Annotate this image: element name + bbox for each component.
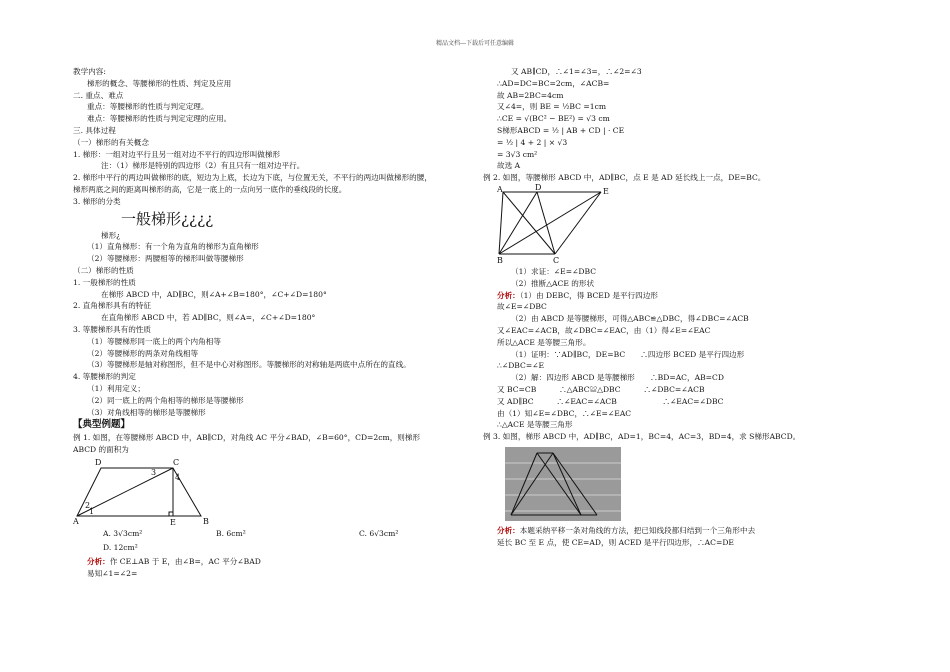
label-b: B (497, 255, 503, 265)
text-line: ∴∠DBC=∠E (497, 361, 545, 371)
math-line: ∴CE = √(BC² − BE²) = √3 cm (497, 114, 610, 124)
text-line: 4. 等腰梯形的判定 (73, 372, 136, 382)
label-a: A (497, 184, 503, 194)
text-line: 易知∠1=∠2= (87, 568, 138, 578)
angle-4: 4 (175, 472, 181, 482)
right-column (483, 66, 917, 549)
text-line: 在直角梯形 ABCD 中，若 AD∥BC，则∠A=，∠C+∠D=180° (101, 313, 316, 323)
text-line: 在梯形 ABCD 中，AD∥BC，则∠A+∠B=180°，∠C+∠D=180° (101, 289, 327, 299)
label-e: E (170, 517, 176, 526)
text-line: 3. 等腰梯形具有的性质 (73, 324, 152, 334)
trapezoid-figure-2 (497, 184, 627, 266)
text-line: 延长 BC 至 E 点，使 CE=AD，则 ACED 是平行四边形，∴AC=DE (497, 537, 734, 547)
text-line: 故∠E=∠DBC (497, 302, 547, 312)
angle-2: 2 (85, 500, 91, 510)
text-line: 又 AD∥BC ∴∠EAC=∠ACB ∴∠EAC=∠DBC (497, 396, 724, 406)
trapezoid-figure-1 (73, 456, 233, 526)
analysis-label: 分析： (497, 290, 520, 300)
label-a: A (73, 516, 79, 526)
option-c: C. 6√3cm² (359, 528, 399, 538)
scanned-figure-background (505, 447, 621, 521)
trapezoid-figure-3 (497, 443, 637, 525)
text-line: （1）等腰梯形同一底上的两个内角相等 (87, 336, 221, 346)
text-line: （2）等腰梯形：两腰相等的梯形叫做等腰梯形 (87, 254, 244, 264)
text-line: 教学内容: (73, 67, 106, 76)
segment-dc (537, 192, 555, 254)
text-line: ∴AD=DC=BC=2cm，∠ACB= (497, 78, 610, 88)
text-line: 二. 重点、难点 (73, 90, 124, 100)
angle-1: 1 (89, 506, 95, 516)
text-line: （3）等腰梯形是轴对称图形，但不是中心对称图形。等腰梯形的对称轴是两底中点所在的直线。 (87, 360, 411, 370)
text-line: 故选 A (497, 161, 521, 171)
section-title: 【典型例题】 (73, 419, 131, 431)
option-b: B. 6cm² (216, 528, 246, 538)
option-a: A. 3√3cm² (103, 528, 143, 538)
segment-ab (499, 192, 503, 254)
page-header: 精品文档---下载后可任意编辑 (435, 40, 515, 47)
label-c: C (553, 255, 560, 265)
text-line: （1）求证：∠E=∠DBC (511, 266, 597, 276)
text-line: 重点：等腰梯形的性质与判定定理。 (87, 102, 209, 112)
text-line: 所以△ACE 是等腰三角形。 (497, 337, 591, 347)
text-line: 又 BC=CB ∴△ABC≌△DBC ∴∠DBC=∠ACB (497, 384, 705, 394)
text-line: 2. 梯形中平行的两边叫做梯形的底，短边为上底，长边为下底，与位置无关，不平行的两边叫做梯形的腰， (73, 173, 432, 183)
angle-3: 3 (151, 467, 157, 477)
text-line: 例 1. 如图，在等腰梯形 ABCD 中，AB∥CD，对角线 AC 平分∠BAD，∠B=60°，CD=2cm，则梯形 (73, 433, 421, 443)
analysis-text: （1）由 DEBC，得 BCED 是平行四边形 (519, 290, 658, 300)
analysis-text: 作 CE⊥AB 于 E，由∠B=，AC 平分∠BAD (109, 556, 261, 566)
segment-ac (503, 192, 555, 254)
analysis-label: 分析： (87, 556, 110, 566)
text-line: 1. 一般梯形的性质 (73, 277, 136, 287)
segment-bd (499, 192, 537, 254)
text-line: （1）证明：∵AD∥BC，DE=BC ∴四边形 BCED 是平行四边形 (511, 349, 745, 359)
trapezoid-outline (77, 468, 201, 516)
math-line: S梯形ABCD = ½ | AB + CD | · CE (497, 125, 625, 135)
label-c: C (173, 457, 180, 467)
text-line: 注：（1）梯形是特别的四边形（2）有且只有一组对边平行。 (101, 161, 305, 171)
example-3: 例 3. 如图，梯形 ABCD 中，AD∥BC，AD=1，BC=4，AC=3，BD=4，求 S梯形ABCD。 (483, 432, 801, 442)
right-angle-mark (169, 512, 173, 516)
text-line: 梯形¿ (101, 230, 121, 240)
text-line: 由（1）知∠E=∠DBC，∴∠E=∠EAC (497, 408, 632, 418)
text-line: （1）利用定义； (87, 383, 145, 393)
label-d: D (95, 457, 102, 467)
segment-ce (555, 192, 601, 254)
text-line: 三. 具体过程 (73, 125, 116, 135)
classification-brace-text: 一般梯形¿¿¿¿ (121, 209, 214, 228)
text-line: 3. 梯形的分类 (73, 196, 121, 206)
answer-options (73, 526, 473, 556)
option-d: D. 12cm² (103, 542, 138, 552)
text-line: （二）梯形的性质 (73, 265, 134, 275)
text-line: 难点：等腰梯形的性质与判定定理的应用。 (87, 114, 232, 124)
text-line: （2）解：四边形 ABCD 是等腰梯形 ∴BD=AC，AB=CD (511, 373, 724, 383)
math-line: 又∠4=，则 BE = ½BC =1cm (497, 102, 607, 112)
left-column (73, 66, 473, 580)
text-line: 梯形的概念、等腰梯形的性质、判定及应用 (87, 78, 232, 88)
analysis-label: 分析： (497, 525, 520, 535)
text-line: ABCD 的面积为 (73, 445, 129, 455)
text-line: （2）同一底上的两个角相等的梯形是等腰梯形 (87, 395, 244, 405)
example-2: 例 2. 如图，等腰梯形 ABCD 中，AD∥BC，点 E 是 AD 延长线上一点，DE=BC。 (483, 173, 766, 183)
text-line: （一）梯形的有关概念 (73, 137, 149, 147)
text-line: 1. 梯形：一组对边平行且另一组对边不平行的四边形叫做梯形 (73, 149, 281, 159)
analysis-text: 本题采纳平移一条对角线的方法，把已知线段都归结到一个三角形中去 (519, 525, 756, 535)
text-line: 梯形两底之间的距离叫梯形的高，它是一底上的一点向另一底作的垂线段的长度。 (73, 184, 347, 194)
label-d: D (535, 183, 542, 192)
text-line: 2. 直角梯形具有的特征 (73, 301, 152, 311)
segment-be (499, 192, 601, 254)
math-line: = ½ | 4 + 2 | × √3 (497, 137, 568, 147)
text-line: （1）直角梯形：有一个角为直角的梯形为直角梯形 (87, 242, 259, 252)
text-line: （2）等腰梯形的两条对角线相等 (87, 348, 199, 358)
text-line: 故 AB=2BC=4cm (497, 90, 564, 100)
label-b: B (203, 516, 209, 526)
text-line: （3）对角线相等的梯形是等腰梯形 (87, 407, 206, 417)
text-line: 又∠EAC=∠ACB，故∠DBC=∠EAC，由（1）得∠E=∠EAC (497, 325, 711, 335)
text-line: （2）由 ABCD 是等腰梯形，可得△ABC≌△DBC，得∠DBC=∠ACB (511, 314, 749, 324)
text-line: ∴△ACE 是等腰三角形 (497, 420, 573, 430)
text-line: （2）推断△ACE 的形状 (511, 278, 595, 288)
label-e: E (603, 186, 609, 196)
math-line: = 3√3 cm² (497, 149, 538, 159)
text-line: 又 AB∥CD，∴∠1=∠3=，∴∠2=∠3 (511, 67, 642, 76)
